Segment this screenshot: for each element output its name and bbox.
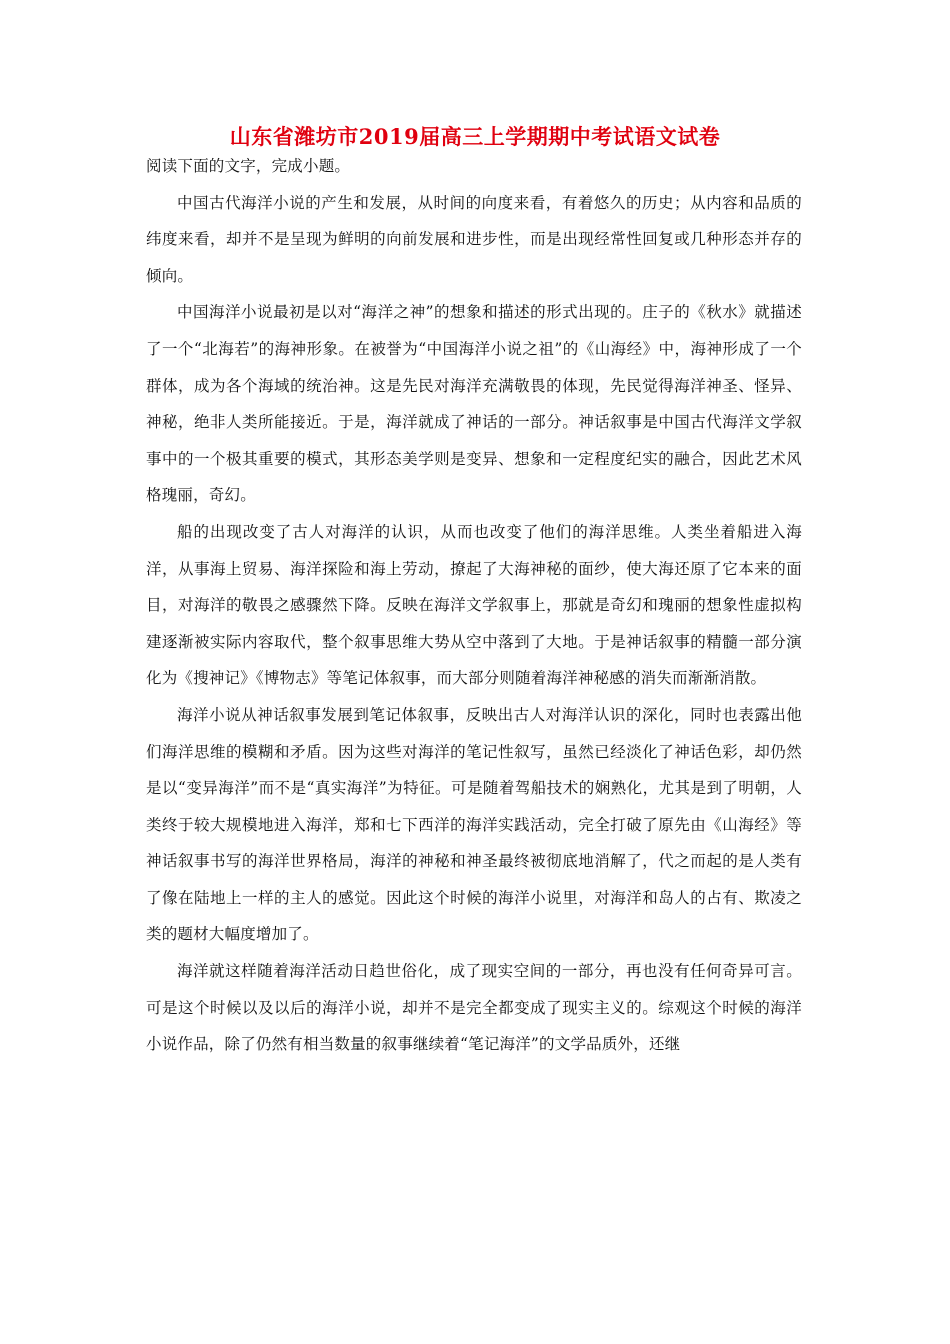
document-body [146,148,802,1063]
paragraph-4: 海洋小说从神话叙事发展到笔记体叙事，反映出古人对海洋认识的深化，同时也表露出他们海洋思维的模糊和矛盾。因为这些对海洋的笔记性叙写，虽然已经淡化了神话色彩，却仍然是以“变异海洋”而不是“真实海洋”为特征。可是随着驾船技术的娴熟化，尤其是到了明朝，人类终于较大规模地进入海洋，郑和七下西洋的海洋实践活动，完全打破了原先由《山海经》等神话叙事书写的海洋世界格局，海洋的神秘和神圣最终被彻底地消解了，代之而起的是人类有了像在陆地上一样的主人的感觉。因此这个时候的海洋小说里，对海洋和岛人的占有、欺凌之类的题材大幅度增加了。 [146,705,802,944]
paragraph-2: 中国海洋小说最初是以对“海洋之神”的想象和描述的形式出现的。庄子的《秋水》就描述了一个“北海若”的海神形象。在被誉为“中国海洋小说之祖”的《山海经》中，海神形成了一个群体，成为各个海域的统治神。这是先民对海洋充满敬畏的体现，先民觉得海洋神圣、怪异、神秘，绝非人类所能接近。于是，海洋就成了神话的一部分。神话叙事是中国古代海洋文学叙事中的一个极其重要的模式，其形态美学则是变异、想象和一定程度纪实的融合，因此艺术风格瑰丽，奇幻。 [146,303,802,505]
page-title: 山东省潍坊市2019届高三上学期期中考试语文试卷 [229,124,721,149]
paragraph-3: 船的出现改变了古人对海洋的认识，从而也改变了他们的海洋思维。人类坐着船进入海洋，从事海上贸易、海洋探险和海上劳动，撩起了大海神秘的面纱，使大海还原了它本来的面目，对海洋的敬畏之感骤然下降。反映在海洋文学叙事上，那就是奇幻和瑰丽的想象性虚拟构建逐渐被实际内容取代，整个叙事思维大势从空中落到了大地。于是神话叙事的精髓一部分演化为《搜神记》《博物志》等笔记体叙事，而大部分则随着海洋神秘感的消失而渐渐消散。 [146,522,802,688]
paragraph-1: 中国古代海洋小说的产生和发展，从时间的向度来看，有着悠久的历史；从内容和品质的纬度来看，却并不是呈现为鲜明的向前发展和进步性，而是出现经常性回复或几种形态并存的倾向。 [146,193,802,285]
paragraph-5: 海洋就这样随着海洋活动日趋世俗化，成了现实空间的一部分，再也没有任何奇异可言。可是这个时候以及以后的海洋小说，却并不是完全都变成了现实主义的。综观这个时候的海洋小说作品，除了仍然有相当数量的叙事继续着“笔记海洋”的文学品质外，还继 [146,962,802,1054]
instruction-text: 阅读下面的文字，完成小题。 [146,157,351,175]
